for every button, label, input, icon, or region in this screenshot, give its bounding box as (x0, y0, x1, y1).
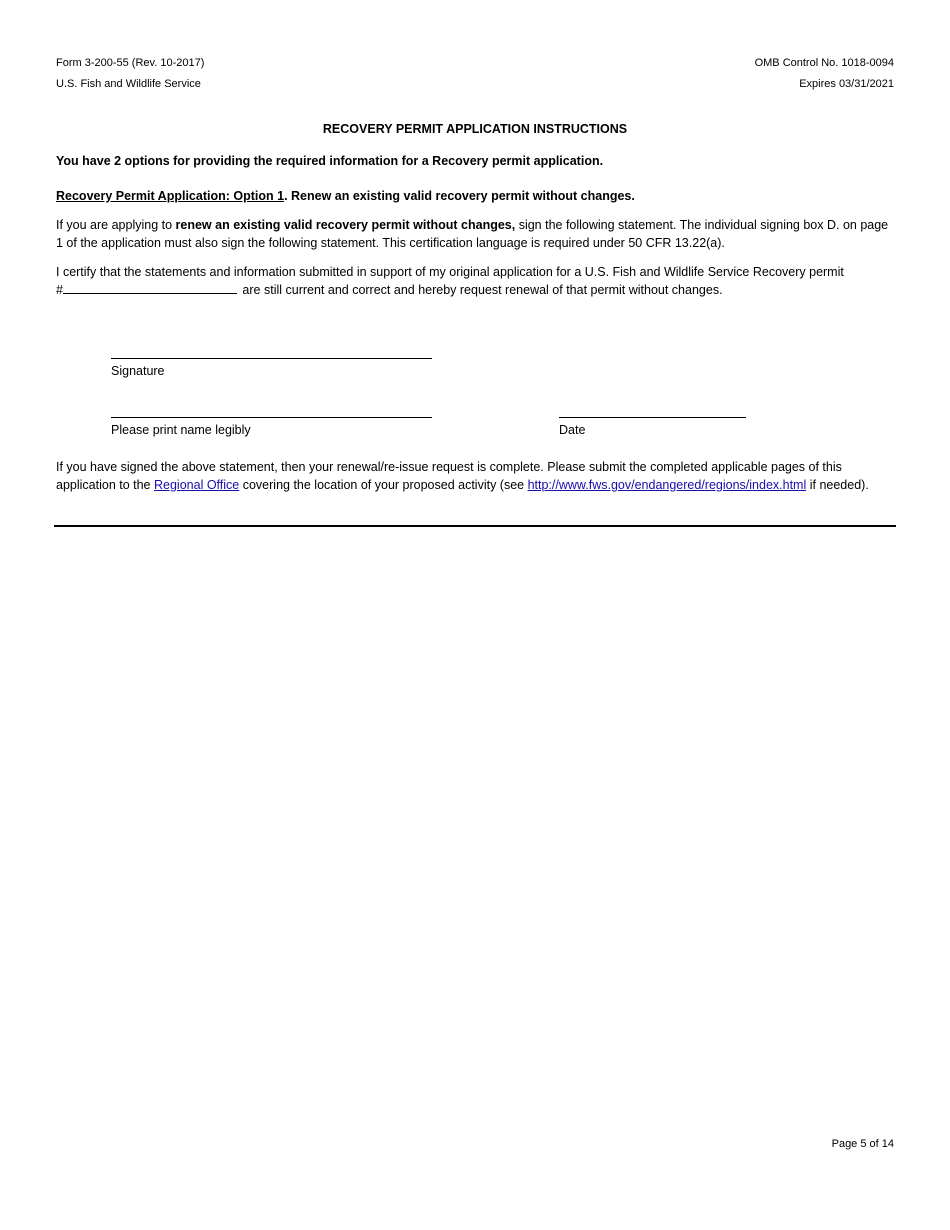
renewal-instructions-rest: sign the following statement. The individual signing box D. on page 1 of the application must also sign the following statement. This certification language is required under 50 CFR 13.22(a). (56, 218, 889, 250)
form-number: Form 3-200-55 (Rev. 10-2017) (56, 57, 205, 69)
certification-text-rest: are still current and correct and hereby request renewal of that permit without changes. (238, 283, 723, 297)
expiration-date: Expires 03/31/2021 (799, 78, 894, 90)
option1-heading-label: Recovery Permit Application: Option 1 (56, 189, 285, 203)
agency-name: U.S. Fish and Wildlife Service (56, 78, 201, 90)
submission-instructions (56, 458, 896, 494)
signature-line[interactable] (111, 358, 432, 359)
option1-heading (56, 187, 896, 205)
page-number: Page 5 of 14 (831, 1138, 894, 1150)
signature-label: Signature (111, 364, 165, 378)
submission-text-middle: covering the location of your proposed activity (see (239, 478, 528, 492)
date-line[interactable] (559, 417, 746, 418)
certification-text-start: I certify that the statements and information submitted in support of my original application for a U.S. Fish and Wildlife Service Recovery permit (56, 265, 844, 279)
submission-text-end: if needed). (806, 478, 869, 492)
print-name-line[interactable] (111, 417, 432, 418)
omb-control-number: OMB Control No. 1018-0094 (754, 57, 894, 69)
regional-office-link[interactable]: Regional Office (154, 478, 240, 492)
renewal-instructions-start: If you are applying to (56, 218, 176, 232)
submission-text-start: If you have signed the above statement, then your renewal/re-issue request is complete. Please submit the completed applicable pages of this application to the (56, 460, 842, 492)
renewal-instructions-bold: renew an existing valid recovery permit without changes, (175, 218, 516, 232)
regions-url-link[interactable]: http://www.fws.gov/endangered/regions/index.html (527, 478, 807, 492)
renewal-instructions (56, 216, 896, 252)
option1-heading-text: . Renew an existing valid recovery permit without changes. (284, 189, 635, 203)
section-divider (54, 525, 896, 527)
intro-text: You have 2 options for providing the required information for a Recovery permit application. (56, 154, 604, 168)
certification-statement (56, 263, 896, 299)
permit-number-field[interactable] (63, 281, 237, 294)
permit-number-hash: # (56, 283, 63, 297)
print-name-label: Please print name legibly (111, 423, 251, 437)
page-title: RECOVERY PERMIT APPLICATION INSTRUCTIONS (322, 122, 628, 136)
date-label: Date (559, 423, 586, 437)
